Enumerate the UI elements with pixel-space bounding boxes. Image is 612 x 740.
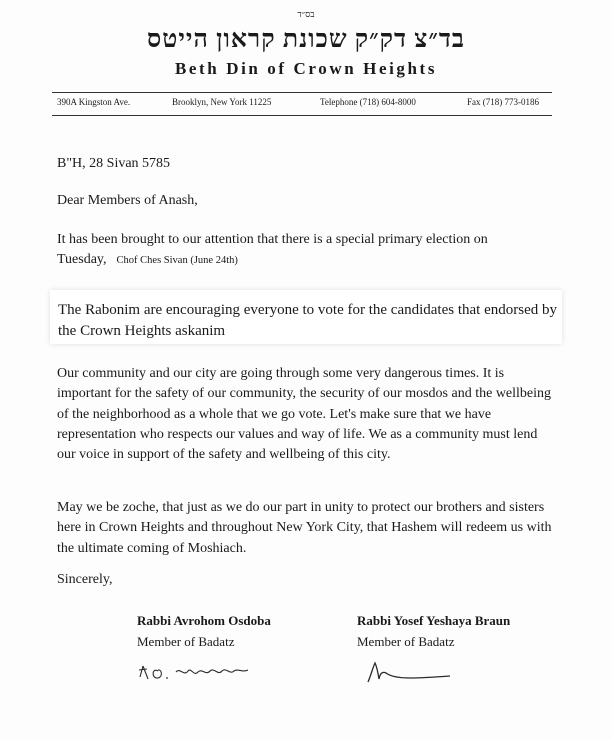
letterhead-top-rule [52,92,552,93]
paragraph-election-text: It has been brought to our attention that there is a special primary election on Tuesday, [57,232,488,267]
election-date: Chof Ches Sivan (June 24th) [116,255,238,266]
contact-city: Brooklyn, New York 11225 [172,97,272,107]
letterhead-bottom-rule [52,115,552,116]
handwritten-signature-1 [134,657,264,687]
hebrew-letterhead-title: בד״צ דק״ק שכונת קראון הייטס [147,26,465,53]
handwritten-signature-2 [362,657,472,687]
paragraph-election-notice [57,230,557,271]
bsd-mark: בס״ד [297,9,315,19]
paragraph-blessing: May we be zoche, that just as we do our part in unity to protect our brothers and sisters here in Crown Heights and throughout New York City, that Hashem will redeem us with the ultimate coming of Moshiach. [57,500,552,556]
paragraph-community: Our community and our city are going through some very dangerous times. It is important for the safety of our community, the security of our mosdos and the wellbeing of the neighborhood as a whole that we go vote. Let's make sure that we have representation who respects our values and way of life. We as a community must lend our voice in support of the safety and wellbeing of this city. [57,366,552,463]
signatory-name-1: Rabbi Avrohom Osdoba [137,613,271,628]
letter-greeting: Dear Members of Anash, [57,193,198,208]
signatory-title-1: Member of Badatz [137,634,235,649]
contact-address: 390A Kingston Ave. [57,97,131,107]
signatory-name-2: Rabbi Yosef Yeshaya Braun [357,613,511,628]
callout-text: The Rabonim are encouraging everyone to vote for the candidates that endorsed by the Crown Heights askanim [58,302,557,339]
letter-date: B"H, 28 Sivan 5785 [57,156,171,171]
contact-telephone: Telephone (718) 604-8000 [320,97,416,107]
english-letterhead-title: Beth Din of Crown Heights [174,59,438,78]
letter-closing: Sincerely, [57,572,113,587]
contact-fax: Fax (718) 773-0186 [467,97,539,107]
signatory-title-2: Member of Badatz [357,634,455,649]
